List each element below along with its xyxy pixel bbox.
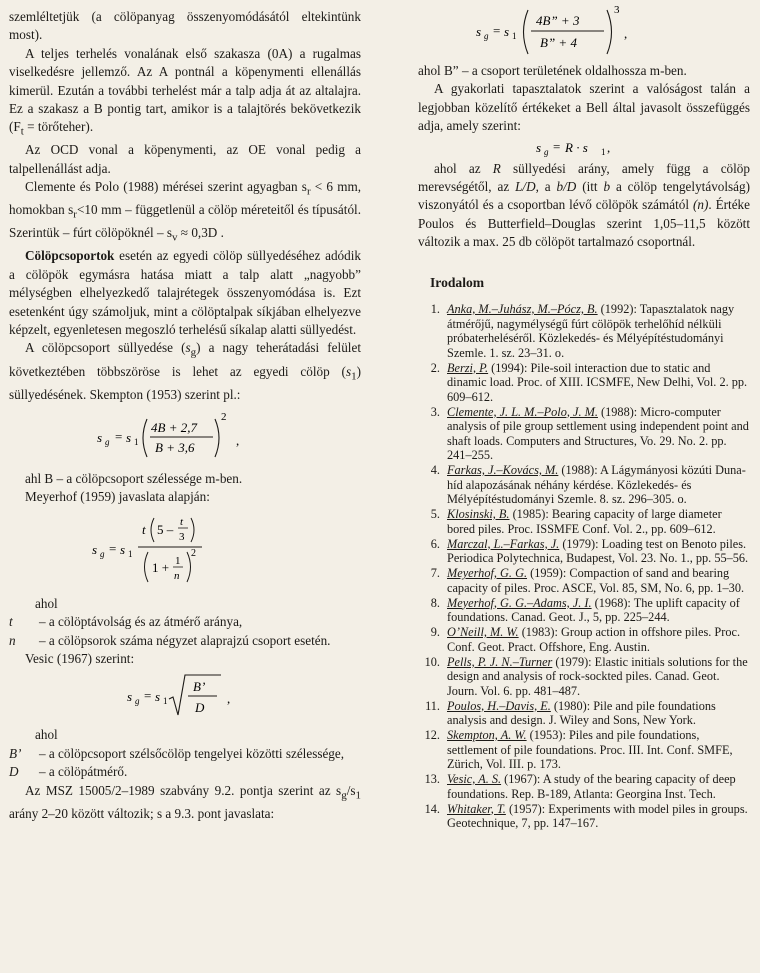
symbol-definition: B’ – a cölöpcsoport szélsőcölöp tengelyei közötti szélessége, — [9, 745, 345, 761]
svg-text:3: 3 — [614, 4, 620, 16]
paragraph: ahol B” – a csoport területének oldalhossza m-ben. — [418, 63, 687, 78]
symbol-definition: t – a cölöptávolság és az átmérő aránya, — [9, 614, 243, 630]
svg-text:4B + 2,7: 4B + 2,7 — [151, 419, 197, 435]
reference-item: 6. Marczal, L.–Farkas, J. (1979): Loading test on Benoto piles. Periodica Polytechnica, Budapest, Vol. 23. No. 1., pp. 55–56. — [430, 536, 749, 566]
svg-text:s: s — [476, 24, 482, 39]
svg-text:B’: B’ — [193, 679, 206, 695]
svg-text:B + 3,6: B + 3,6 — [155, 439, 195, 455]
paragraph: Az MSZ 15005/2–1989 szabvány 9.2. pontja szerint az $s_g/s_1$ arány 2–20 között változik; s a 9.3. pont javaslata: — [9, 782, 361, 821]
svg-text:1: 1 — [601, 146, 606, 157]
reference-item: 7. Meyerhof, G. G. (1959): Compaction of sand and bearing capacity of piles. Proc. ASCE, Vol. 85, SM, No. 6, pp. 1–30. — [430, 566, 745, 595]
svg-text:B” + 4: B” + 4 — [540, 35, 577, 50]
svg-text:=: = — [493, 23, 501, 38]
symbol-definition: n – a cölöpsorok száma négyzet alaprajzú csoport esetén. — [9, 632, 331, 648]
svg-text:,: , — [607, 139, 611, 155]
svg-text:,: , — [236, 432, 240, 448]
paragraph: Cölöpcsoportok esetén az egyedi cölöp süllyedéséhez adódik a cölöpök egymásra hatása miatt a talp alatt „nagyobb” mélységben elhelyezkedő talajrétegek összenyomódása is. Ezt esetenként úgy számoljuk, mint a cölöptalpak síkjában elhelyezve képzelt, egyenletesen megoszló terhelésű síkalap alatti süllyedést. — [9, 248, 361, 338]
formula-meyerhof — [0, 510, 361, 590]
symbol-definition: D – a cölöpátmérő. — [9, 764, 128, 780]
reference-item: 14. Whitaker, T. (1957): Experiments with model piles in groups. Geotechnique, 7, pp. 147–167. — [424, 801, 748, 831]
reference-item: 13. Vesic, A. S. (1967): A study of the bearing capacity of deep foundations. Rep. B-189, Atlanta: Georgina Inst. Tech. — [424, 772, 736, 801]
svg-text:s: s — [92, 541, 98, 557]
svg-text:=: = — [553, 138, 561, 154]
svg-text:s: s — [536, 139, 542, 155]
paragraph: Clemente és Polo (1988) mérései szerint agyagban $s_r < 6$ mm, homokban $s_r<10$ mm – függetlenül a cölöp méreteitől és típusától. Szerintük – fúrt cölöpöknél – $s_v \approx 0,3D$ . — [9, 179, 362, 245]
paragraph: A teljes terhelés vonalának első szakasza (0A) a rugalmas viselkedésre jellemző. Az A pontnál a köpenymenti ellenállás kimerül. Ezután a további terhelést már a talp adja át az altalajra. Ez a szakasz a B pontig tart, amikor is a talajtörés bekövetkezik ($F_t$ = törőteher). — [9, 45, 361, 139]
svg-text:2: 2 — [191, 547, 196, 559]
reference-item: 9. O’Neill, M. W. (1983): Group action in offshore piles. Proc. Conf. Geot. Pract. Offshore, Eng. Austin. — [430, 625, 741, 654]
references-list — [418, 302, 750, 831]
svg-text:1 +: 1 + — [152, 559, 170, 575]
svg-text:,: , — [227, 691, 231, 707]
svg-text:s: s — [97, 429, 103, 445]
formula-skempton — [9, 407, 361, 465]
paragraph: A cölöpcsoport süllyedése $(s_g)$ a nagy teherátadási felület következtében többszöröse is lehet az egyedi cölöp $(s_1)$ süllyedésének. Skempton (1953) szerint pl.: — [9, 340, 361, 402]
left-column — [9, 8, 361, 823]
svg-text:s: s — [126, 429, 132, 445]
svg-text:t: t — [180, 515, 184, 528]
label-ahol: ahol — [35, 727, 58, 743]
reference-item: 4. Farkas, J.–Kovács, M. (1988): A Lágymányosi közúti Duna-híd alapozásának néhány kérdése. Közlekedés- és Mélyépítéstudományi Szemle. 8. sz. 296–305. o. — [430, 463, 746, 507]
svg-text:s: s — [504, 24, 510, 39]
svg-text:4B” + 3: 4B” + 3 — [536, 13, 580, 28]
reference-item: 2. Berzi, P. (1994): Pile-soil interaction due to static and dinamic load. Proc. of XIII. ICSMFE, New Delhi, Vol. 2. pp. 609–612. — [430, 360, 748, 404]
svg-text:g: g — [544, 146, 549, 157]
svg-text:g: g — [100, 548, 105, 559]
reference-item: 5. Klosinski, B. (1985): Bearing capacity of large diameter bored piles. Proc. ISSMFE Conf. Vol. 2., pp. 609–612. — [430, 507, 722, 536]
svg-text:1: 1 — [163, 696, 168, 707]
paragraph: A gyakorlati tapasztalatok szerint a valóságost talán a legjobban közelítő értékeket a Bell által javasolt összefüggés adja, amely szerint: — [418, 81, 750, 134]
paragraph: ahl B – a cölöpcsoport szélessége m-ben. — [25, 470, 243, 486]
svg-text:R · s: R · s — [565, 139, 588, 155]
reference-item: 3. Clemente, J. L. M.–Polo, J. M. (1988): Micro-computer analysis of pile group settlement using independent point and shaft loads. Computers and Structures, Vo. 29. No. 2. pp. 241–255. — [430, 404, 749, 463]
svg-text:=: = — [115, 428, 123, 444]
reference-item: 11. Poulos, H.–Davis, E. (1980): Pile and pile foundations analysis and design. J. Wiley and Sons, New York. — [425, 698, 716, 728]
formula-msz — [418, 2, 750, 60]
svg-text:D: D — [195, 700, 205, 716]
svg-text:5 –: 5 – — [157, 521, 174, 537]
svg-text:3: 3 — [179, 530, 185, 543]
reference-item: 10. Pells, P. J. N.–Turner (1979): Elastic initials solutions for the design and analysis of rock-sockted piles. Canad. Geot. Journ. Vol. 6. pp. 481–487. — [424, 654, 748, 698]
svg-text:=: = — [144, 688, 152, 704]
label-ahol: ahol — [35, 595, 58, 611]
svg-text:1: 1 — [512, 31, 517, 41]
paragraph: Az OCD vonal a köpenymenti, az OE vonal pedig a talpellenállást adja. — [9, 142, 361, 176]
svg-text:1: 1 — [128, 548, 133, 559]
svg-text:1: 1 — [134, 436, 139, 447]
paragraph: ahol az R süllyedési arány, amely függ a cölöp merevségétől, az L/D, a b/D (itt b a cölöp tengelytávolság) viszonyától és a csoportban lévő cölöpök számától (n). Értéke Poulos és Butterfield–Douglas szerint 1,05–11,5 között változik a max. 25 db cölöpöt tartalmazó csoportnál. — [418, 160, 751, 250]
svg-text:s: s — [120, 541, 126, 557]
svg-text:=: = — [109, 540, 117, 556]
formula-vesic — [9, 671, 361, 721]
references-heading: Irodalom — [430, 274, 485, 290]
svg-text:s: s — [127, 689, 133, 705]
svg-text:g: g — [105, 436, 110, 447]
right-column — [418, 2, 750, 831]
reference-item: 8. Meyerhof, G. G.–Adams, J. I. (1968): The uplift capacity of foundations. Canad. Geot. J., 5, pp. 225–244. — [430, 595, 740, 625]
paragraph: Meyerhof (1959) javaslata alapján: — [25, 489, 210, 505]
svg-text:1: 1 — [175, 554, 181, 567]
svg-text:g: g — [135, 696, 140, 707]
paragraph: Vesic (1967) szerint: — [25, 651, 135, 666]
svg-text:g: g — [484, 31, 489, 41]
formula-bell — [418, 137, 750, 159]
svg-text:s: s — [155, 689, 161, 705]
svg-text:n: n — [174, 569, 180, 582]
reference-item: 1. Anka, M.–Juhász, M.–Pócz, B. (1992): Tapasztalatok nagy átmérőjű, nagymélységű fúrt cölöpök terhelőhíd nélküli próbaterheléséről. Közlekedés- és Mélyépítéstudományi Szemle. 1. sz. 23–31. o. — [430, 302, 735, 360]
svg-text:,: , — [624, 26, 628, 41]
reference-item: 12. Skempton, A. W. (1953): Piles and pile foundations, settlement of pile foundations. Proc. III. Int. Conf. SMFE, Zürich, Vol. III. p. 173. — [424, 728, 733, 772]
paragraph: szemléltetjük (a cölöpanyag összenyomódásától eltekintünk most). — [9, 9, 361, 43]
svg-text:2: 2 — [221, 410, 227, 423]
svg-text:t: t — [142, 521, 146, 537]
